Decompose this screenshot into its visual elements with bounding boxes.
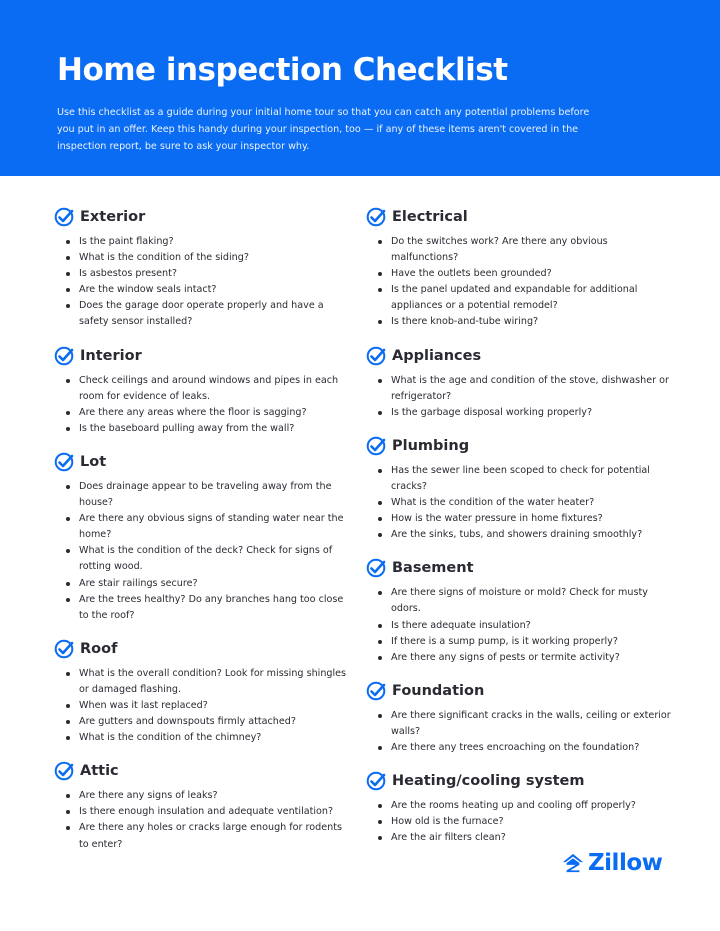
checkmark-circle-icon <box>54 207 74 227</box>
checklist-item: Are there any signs of pests or termite activity? <box>374 650 676 666</box>
section-lot <box>54 451 354 624</box>
header-banner <box>0 0 720 176</box>
checklist <box>54 666 354 746</box>
checkmark-circle-icon <box>366 681 386 701</box>
checkmark-circle-icon <box>54 346 74 366</box>
checklist-item: Do the switches work? Are there any obvious malfunctions? <box>374 234 676 266</box>
checklist-item: Are the sinks, tubs, and showers draining smoothly? <box>374 527 676 543</box>
checklist-item: Is the panel updated and expandable for additional appliances or a potential remodel? <box>374 282 676 314</box>
section-header <box>366 435 676 457</box>
section-heating-cooling-system <box>366 770 676 846</box>
checklist-item: Is the garbage disposal working properly? <box>374 405 676 421</box>
checklist-item: What is the age and condition of the stove, dishwasher or refrigerator? <box>374 373 676 405</box>
section-electrical <box>366 206 676 331</box>
checklist-item: Are gutters and downspouts firmly attached? <box>62 714 354 730</box>
checklist <box>54 479 354 624</box>
checklist-item: Is the baseboard pulling away from the wall? <box>62 421 354 437</box>
checklist-item: When was it last replaced? <box>62 698 354 714</box>
checklist-item: Is there adequate insulation? <box>374 618 676 634</box>
section-header <box>366 770 676 792</box>
section-title: Electrical <box>392 209 468 225</box>
checklist-item: Is there enough insulation and adequate ventilation? <box>62 804 354 820</box>
checklist-item: What is the overall condition? Look for missing shingles or damaged flashing. <box>62 666 354 698</box>
section-title: Exterior <box>80 209 146 225</box>
checklist <box>54 373 354 437</box>
checklist <box>366 373 676 421</box>
section-attic <box>54 760 354 852</box>
checklist-item: What is the condition of the siding? <box>62 250 354 266</box>
checklist-item: Are there any holes or cracks large enough for rodents to enter? <box>62 820 354 852</box>
checkmark-circle-icon <box>54 639 74 659</box>
checklist-item: What is the condition of the water heater? <box>374 495 676 511</box>
checklist-item: Are the window seals intact? <box>62 282 354 298</box>
section-exterior <box>54 206 354 331</box>
section-title: Interior <box>80 347 142 364</box>
checkmark-circle-icon <box>54 452 74 472</box>
checklist-item: Check ceilings and around windows and pipes in each room for evidence of leaks. <box>62 373 354 405</box>
section-title: Roof <box>80 640 118 657</box>
checklist-item: Are there significant cracks in the walls, ceiling or exterior walls? <box>374 708 676 740</box>
checklist-item: What is the condition of the deck? Check for signs of rotting wood. <box>62 543 354 575</box>
section-header <box>366 680 676 702</box>
section-header <box>54 638 354 660</box>
section-foundation <box>366 680 676 756</box>
checkmark-circle-icon <box>366 346 386 366</box>
section-header <box>54 760 354 782</box>
checklist <box>366 585 676 665</box>
checklist <box>366 708 676 756</box>
checklist-item: Are there any areas where the floor is sagging? <box>62 405 354 421</box>
checklist-item: Are the rooms heating up and cooling off properly? <box>374 798 676 814</box>
checklist <box>366 234 676 331</box>
checklist-item: Has the sewer line been scoped to check for potential cracks? <box>374 463 676 495</box>
section-header <box>366 206 676 228</box>
checkmark-circle-icon <box>366 207 386 227</box>
checklist-item: How is the water pressure in home fixtures? <box>374 511 676 527</box>
section-header <box>54 345 354 367</box>
checklist-item: Have the outlets been grounded? <box>374 266 676 282</box>
checklist-item: What is the condition of the chimney? <box>62 730 354 746</box>
section-title: Heating/cooling system <box>392 773 585 790</box>
checklist-item: Is the paint flaking? <box>62 234 354 250</box>
checklist-item: Is asbestos present? <box>62 266 354 282</box>
checklist-item: Are there any obvious signs of standing water near the home? <box>62 511 354 543</box>
checkmark-circle-icon <box>366 436 386 456</box>
section-header <box>366 557 676 579</box>
right-column <box>366 206 676 846</box>
section-basement <box>366 557 676 665</box>
checklist-item: Are there any signs of leaks? <box>62 788 354 804</box>
left-column <box>54 206 354 853</box>
checkmark-circle-icon <box>54 761 74 781</box>
section-interior <box>54 345 354 437</box>
checklist <box>366 798 676 846</box>
section-header <box>366 345 676 367</box>
checklist-item: If there is a sump pump, is it working properly? <box>374 634 676 650</box>
checklist-item: Are the air filters clean? <box>374 830 676 846</box>
section-title: Attic <box>80 763 119 780</box>
section-title: Foundation <box>392 682 485 699</box>
section-header <box>54 451 354 473</box>
checklist-item: Is there knob-and-tube wiring? <box>374 314 676 330</box>
checklist-item: Are there any trees encroaching on the foundation? <box>374 740 676 756</box>
section-header <box>54 206 354 228</box>
zillow-logo <box>562 850 662 876</box>
checklist-item: Are the trees healthy? Do any branches hang too close to the roof? <box>62 592 354 624</box>
intro-paragraph: Use this checklist as a guide during your initial home tour so that you can catch any potential problems before you put in an offer. Keep this handy during your inspection, too — if any of these items aren't covered in the inspection report, be sure to ask your inspector why. <box>57 107 590 152</box>
checklist-item: Are there signs of moisture or mold? Check for musty odors. <box>374 585 676 617</box>
zillow-house-icon <box>562 852 584 874</box>
checklist-item: Does drainage appear to be traveling away from the house? <box>62 479 354 511</box>
section-title: Appliances <box>392 347 482 364</box>
page-title: Home inspection Checklist <box>57 52 508 88</box>
checklist-item: Are stair railings secure? <box>62 576 354 592</box>
checkmark-circle-icon <box>366 558 386 578</box>
section-title: Plumbing <box>392 437 470 454</box>
brand-name: Zillow <box>588 850 663 876</box>
checklist <box>54 234 354 331</box>
section-plumbing <box>366 435 676 543</box>
section-title: Basement <box>392 560 474 577</box>
section-appliances <box>366 345 676 421</box>
section-title: Lot <box>80 453 107 470</box>
checklist <box>54 788 354 852</box>
section-roof <box>54 638 354 746</box>
checklist-item: How old is the furnace? <box>374 814 676 830</box>
checklist-item: Does the garage door operate properly and have a safety sensor installed? <box>62 298 354 330</box>
checkmark-circle-icon <box>366 771 386 791</box>
checklist <box>366 463 676 543</box>
